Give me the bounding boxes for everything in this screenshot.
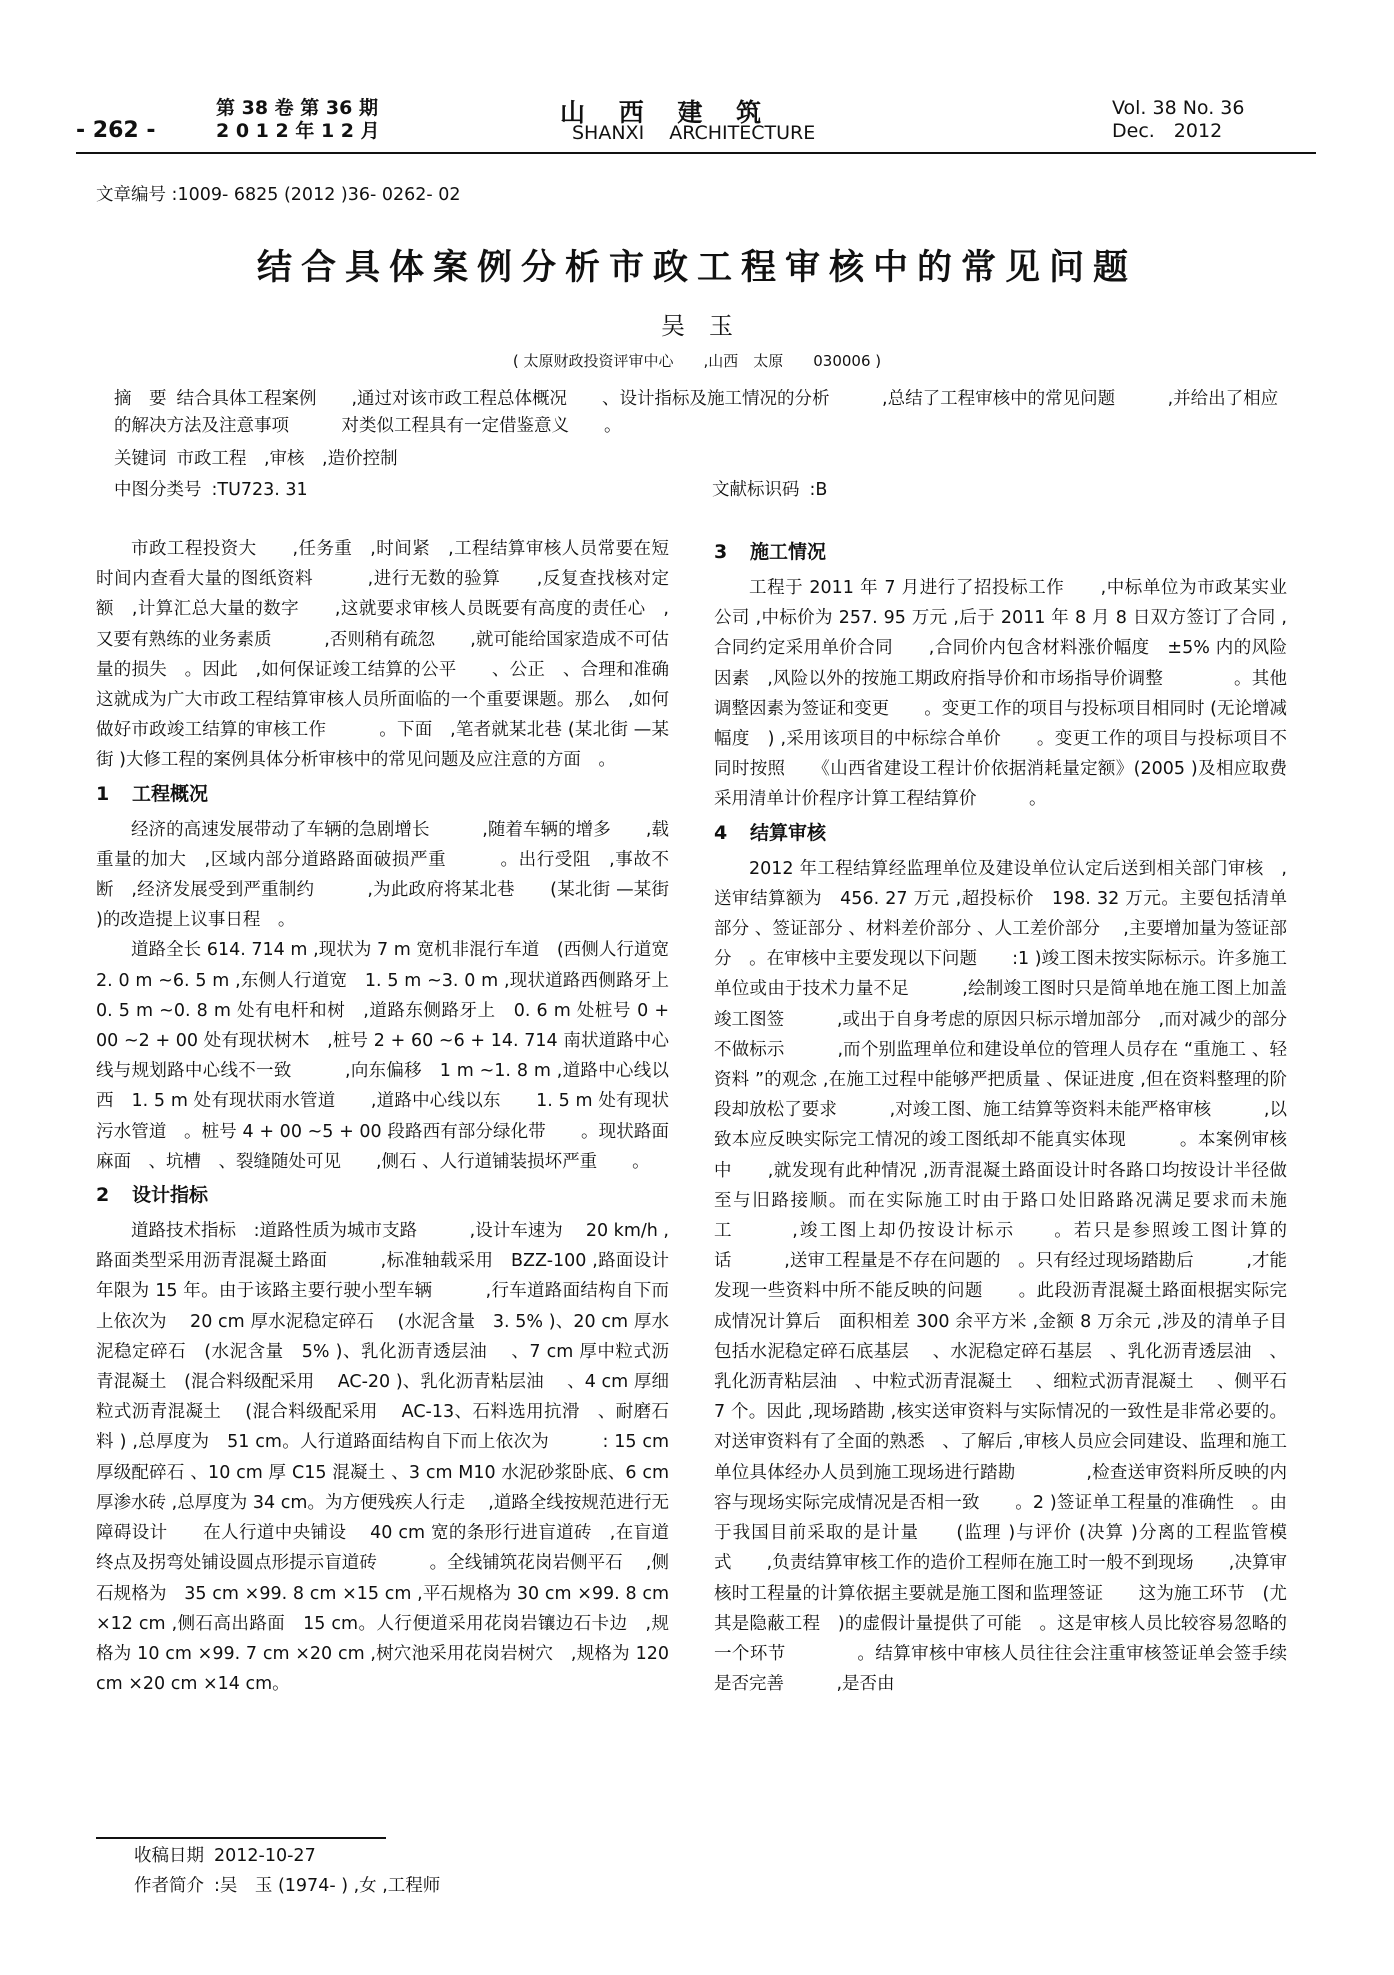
page-number: - 262 -	[76, 118, 156, 143]
paragraph: 工程于 2011 年 7 月进行了招投标工作 ,中标单位为市政某实业公司 ,中标价为 257. 95 万元 ,后于 2011 年 8 月 8 日双方签订了合同 ,合同约定采用单价合同 ,合同价内包含材料涨价幅度 ±5% 内的风险因素 ,风险以外的按施工期政府指导价和市场指导价调整 。其他调整因素为签证和变更 。变更工作的项目与投标项目相同时 (无论增减幅度 ) ,采用该项目的中标综合单价 。变更工作的项目与投标项目不同时按照 《山西省建设工程计价依据消耗量定额》(2005 )及相应取费采用清单计价程序计算工程结算价 。	[714, 578, 1287, 810]
section-title: 结算审核	[750, 821, 827, 844]
received-label: 收稿日期	[134, 1846, 204, 1866]
abstract-text: 结合具体工程案例 ,通过对该市政工程总体概况 、设计指标及施工情况的分析 ,总结了工程审核中的常见问题 ,并给出了相应的解决方法及注意事项 对类似工程具有一定借鉴意义 。	[114, 389, 1279, 436]
right-column	[714, 534, 1287, 1699]
keywords	[114, 446, 398, 473]
header-rule	[76, 152, 1316, 154]
document-code	[712, 477, 827, 504]
section-heading-3	[714, 537, 1287, 567]
affiliation: ( 太原财政投资评审中心 ,山西 太原 030006 )	[512, 352, 882, 370]
section-title: 施工情况	[750, 541, 827, 563]
clc-label: 中图分类号	[114, 480, 202, 500]
footnote-rule	[96, 1837, 386, 1839]
paragraph: 道路全长 614. 714 m ,现状为 7 m 宽机非混行车道 (西侧人行道宽 2. 0 m ~6. 5 m ,东侧人行道宽 1. 5 m ~3. 0 m ,现状道路西侧路牙上 0. 5 m ~0. 8 m 处有电杆和树 ,道路东侧路牙上 0. 6 m 处桩号 0 + 00 ~2 + 00 处有现状树木 ,桩号 2 + 60 ~6 + 14. 714 南状道路中心线与规划路中心线不一致 ,向东偏移 1 m ~1. 8 m ,道路中心线以西 1. 5 m 处有现状雨水管道 ,道路中心线以东 1. 5 m 处有现状污水管道 。桩号 4 + 00 ~5 + 00 段路西有部分绿化带 。现状路面麻面 、坑槽 、裂缝随处可见 ,侧石 、人行道铺装损坏严重 。	[96, 940, 669, 1172]
paragraph: 经济的高速发展带动了车辆的急剧增长 ,随着车辆的增多 ,载重量的加大 ,区域内部分道路路面破损严重 。出行受阻 ,事故不断 ,经济发展受到严重制约 ,为此政府将某北巷 (某北街 —某街 )的改造提上议事日程 。	[96, 819, 669, 931]
intro-paragraph: 市政工程投资大 ,任务重 ,时间紧 ,工程结算审核人员常要在短时间内查看大量的图纸资料 ,进行无数的验算 ,反复查找核对定额 ,计算汇总大量的数字 ,这就要求审核人员既要有高度的责任心 ,又要有熟练的业务素质 ,否则稍有疏忽 ,就可能给国家造成不可估量的损失 。因此 ,如何保证竣工结算的公平 、公正 、合理和准确 这就成为广大市政工程结算审核人员所面临的一个重要课题。那么 ,如何做好市政竣工结算的审核工作 。下面 ,笔者就某北巷 (某北街 —某街 )大修工程的案例具体分析审核中的常见问题及应注意的方面 。	[96, 539, 687, 771]
paragraph: 2012 年工程结算经监理单位及建设单位认定后送到相关部门审核 ,送审结算额为 456. 27 万元 ,超投标价 198. 32 万元。主要包括清单部分 、签证部分 、材料差价部分 、人工差价部分 ,主要增加量为签证部分 。在审核中主要发现以下问题 :1 )竣工图未按实际标示。许多施工单位或由于技术力量不足 ,绘制竣工图时只是简单地在施工图上加盖竣工图签 ,或出于自身考虑的原因只标示增加部分 ,而对减少的部分不做标示 ,而个别监理单位和建设单位的管理人员存在 “重施工 、轻资料 ”的观念 ,在施工过程中能够严把质量 、保证进度 ,但在资料整理的阶段却放松了要求 ,对竣工图、施工结算等资料未能严格审核 ,以致本应反映实际完工情况的竣工图纸却不能真实体现 。本案例审核中 ,就发现有此种情况 ,沥青混凝土路面设计时各路口均按设计半径做至与旧路接顺。而在实际施工时由于路口处旧路路况满足要求而未施工 ,竣工图上却仍按设计标示 。若只是参照竣工图计算的话 ,送审工程量是不存在问题的 。只有经过现场踏勘后 ,才能发现一些资料中所不能反映的问题 。此段沥青混凝土路面根据实际完成情况计算后 面积相差 300 余平方米 ,金额 8 万余元 ,涉及的清单子目包括水泥稳定碎石底基层 、水泥稳定碎石基层 、乳化沥青透层油 、乳化沥青粘层油 、中粒式沥青混凝土 、细粒式沥青混凝土 、侧平石 7 个。因此 ,现场踏勘 ,核实送审资料与实际情况的一致性是非常必要的。对送审资料有了全面的熟悉 、了解后 ,审核人员应会同建设、监理和施工单位具体经办人员到施工现场进行踏勘 ,检查送审资料所反映的内容与现场实际完成情况是否相一致 。2 )签证单工程量的准确性 。由于我国目前采取的是计量 (监理 )与评价 (决算 )分离的工程监管模式 ,负责结算审核工作的造价工程师在施工时一般不到现场 ,决算审核时工程量的计算依据主要就是施工图和监理签证 这为施工环节 (尤其是隐蔽工程 )的虚假计量提供了可能 。这是审核人员比较容易忽略的一个环节 。结算审核中审核人员往往会注重审核签证单会签手续是否完善 ,是否由	[714, 858, 1287, 1695]
author-bio-value: :吴 玉 (1974- ) ,女 ,工程师	[214, 1876, 441, 1896]
received-date	[134, 1843, 316, 1870]
paragraph: 道路技术指标 :道路性质为城市支路 ,设计车速为 20 km/h ,路面类型采用沥青混凝土路面 ,标准轴载采用 BZZ-100 ,路面设计年限为 15 年。由于该路主要行驶小型车辆 ,行车道路面结构自下而上依次为 20 cm 厚水泥稳定碎石 (水泥含量 3. 5% )、20 cm 厚水泥稳定碎石 (水泥含量 5% )、乳化沥青透层油 、7 cm 厚中粒式沥青混凝土 (混合料级配采用 AC-20 )、乳化沥青粘层油 、4 cm 厚细粒式沥青混凝土 (混合料级配采用 AC-13、石料选用抗滑 、耐磨石料 ) ,总厚度为 51 cm。人行道路面结构自下而上依次为 : 15 cm 厚级配碎石 、10 cm 厚 C15 混凝土 、3 cm M10 水泥砂浆卧底、6 cm 厚渗水砖 ,总厚度为 34 cm。为方便残疾人行走 ,道路全线按规范进行无障碍设计 在人行道中央铺设 40 cm 宽的条形行进盲道砖 ,在盲道终点及拐弯处铺设圆点形提示盲道砖 。全线铺筑花岗岩侧平石 ,侧石规格为 35 cm ×99. 8 cm ×15 cm ,平石规格为 30 cm ×99. 8 cm ×12 cm ,侧石高出路面 15 cm。人行便道采用花岗岩镶边石卡边 ,规格为 10 cm ×99. 7 cm ×20 cm ,树穴池采用花岗岩树穴 ,规格为 120 cm ×20 cm ×14 cm。	[96, 1221, 669, 1695]
journal-date-en: Dec. 2012	[1112, 120, 1223, 142]
section-number: 2	[96, 1184, 110, 1207]
keywords-label: 关键词	[114, 449, 167, 469]
clc-number	[114, 477, 308, 504]
section-title: 设计指标	[132, 1184, 209, 1207]
keywords-text: 市政工程 ,审核 ,造价控制	[176, 449, 398, 469]
clc-text: :TU723. 31	[211, 480, 308, 500]
journal-name-en: SHANXI ARCHITECTURE	[572, 122, 816, 144]
article-number: 文章编号 :1009- 6825 (2012 )36- 0262- 02	[96, 185, 461, 205]
left-column	[96, 534, 687, 1699]
doc-code-label: 文献标识码	[712, 480, 800, 500]
journal-name-cn: 山 西 建 筑	[560, 98, 762, 127]
section-number: 4	[714, 821, 728, 844]
section-title: 工程概况	[132, 782, 209, 805]
author-bio	[134, 1873, 440, 1900]
abstract-label: 摘 要	[114, 389, 167, 409]
section-number: 1	[96, 782, 110, 805]
received-value: 2012-10-27	[214, 1846, 316, 1866]
section-heading-4	[714, 818, 1287, 848]
abstract	[114, 386, 1284, 440]
author-name: 吴 玉	[661, 312, 733, 340]
section-heading-1	[96, 779, 669, 809]
article-title: 结合具体案例分析市政工程审核中的常见问题	[256, 248, 1137, 288]
section-heading-2	[96, 1180, 669, 1210]
author-bio-label: 作者简介	[134, 1876, 204, 1896]
journal-volume: 第 38 卷 第 36 期	[216, 97, 378, 119]
doc-code-text: :B	[809, 480, 828, 500]
journal-volume-en: Vol. 38 No. 36	[1112, 97, 1245, 119]
journal-date: 2 0 1 2 年 1 2 月	[216, 120, 380, 142]
section-number: 3	[714, 541, 728, 563]
